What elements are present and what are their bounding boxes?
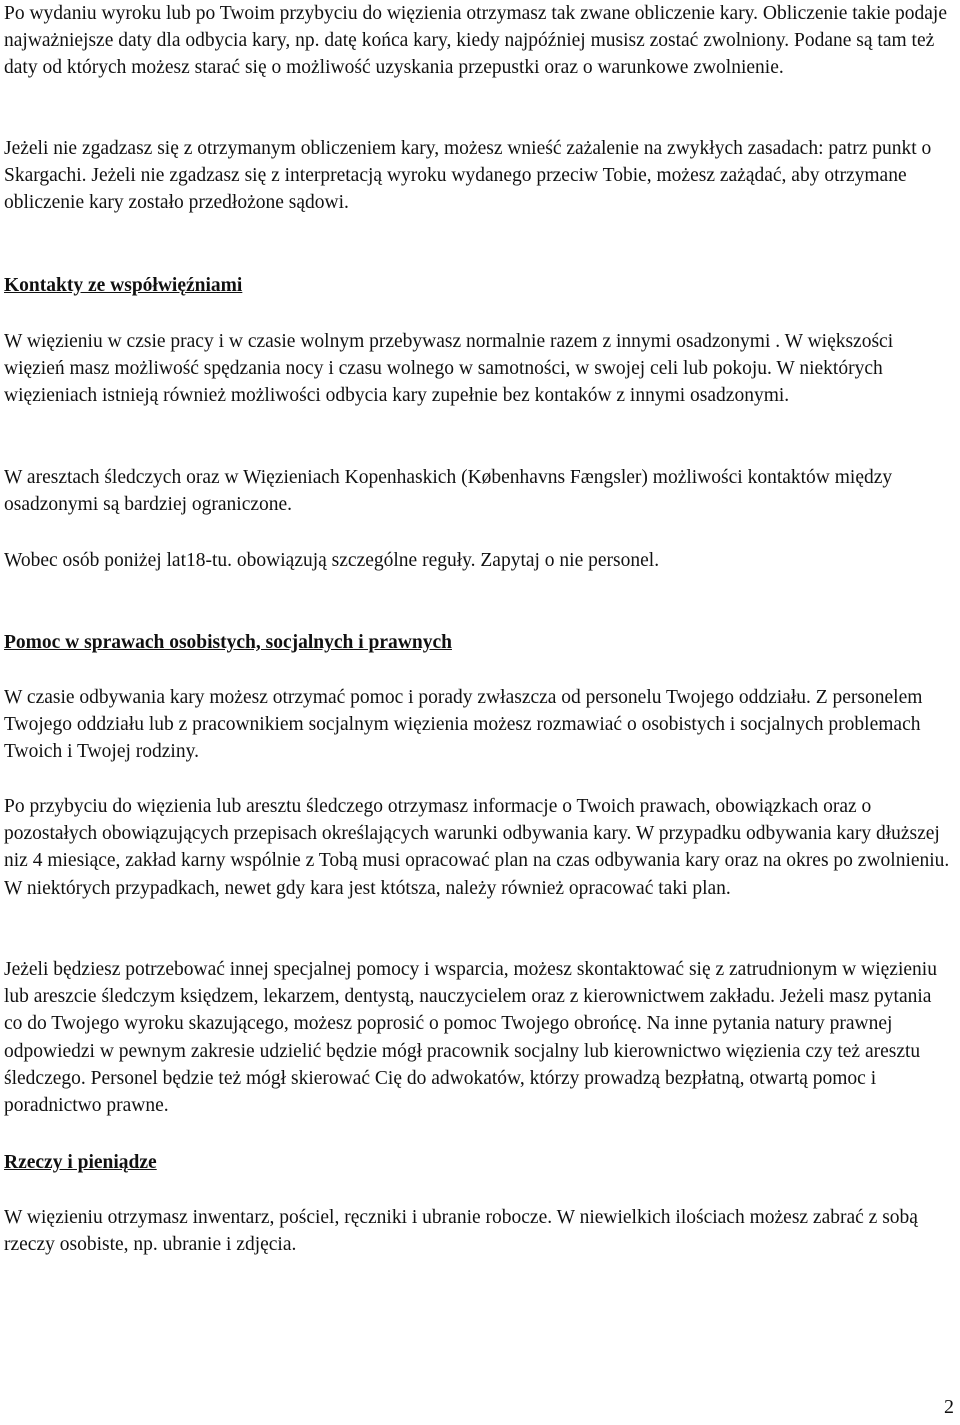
paragraph-custody: W aresztach śledczych oraz w Więzieniach Kopenhaskich (Københavns Fængsler) możliwości kontaktów między osadzonymi są bardziej ograniczone.: [4, 467, 893, 516]
paragraph-complaint: Jeżeli nie zgadzasz się z otrzymanym obliczeniem kary, możesz wnieść zażalenie na zwykłych zasadach: patrz punkt o Skargachi. Jeżeli nie zgadzasz się z interpretacją wyroku wydanego przeciw Tobie, możesz zażądać, aby otrzymane obliczenie kary zostało przedłożone sądowi.: [4, 138, 932, 214]
paragraph-contacts: W więzieniu w czsie pracy i w czasie wolnym przebywasz normalnie razem z innymi osadzonymi . W większości więzień masz możliwość spędzania nocy i czasu wolnego w samotności, w swojej celi lub pokoju. W niektórych więzieniach istnieją również możliwości odbycia kary zupełnie bez kontaków z innymi osadzonymi.: [4, 331, 894, 407]
paragraph-rights-plan: Po przybyciu do więzienia lub aresztu śledczego otrzymasz informacje o Twoich prawach, obowiązkach oraz o pozostałych obowiązujących przepisach określających warunki odbywania kary. W przypadku odbywania kary dłuższej niz 4 miesiące, zakład karny wspólnie z Tobą musi opracować plan na czas odbywania kary oraz na okres po zwolnieniu. W niektórych przypadkach, newet gdy kara jest któtsza, należy również opracować taki plan.: [4, 796, 950, 899]
paragraph-minors: Wobec osób poniżej lat18-tu. obowiązują szczególne reguły. Zapytaj o nie personel.: [4, 550, 660, 571]
paragraph-sentence-calculation: Po wydaniu wyroku lub po Twoim przybyciu do więzienia otrzymasz tak zwane obliczenie kary. Obliczenie takie podaje najważniejsze daty dla odbycia kary, np. datę końca kary, kiedy najpóźniej musisz zostać zwolniony. Podane są tam też daty od których możesz starać się o możliwość uzyskania przepustki oraz o warunkowe zwolnienie.: [4, 3, 947, 79]
paragraph-special-help: Jeżeli będziesz potrzebować innej specjalnej pomocy i wsparcia, możesz skontaktować się z zatrudnionym w więzieniu lub areszcie śledczym księdzem, lekarzem, dentystą, nauczycielem oraz z kierownictwem zakładu. Jeżeli masz pytania co do Twojego wyroku skazującego, możesz poprosić o pomoc Twojego obrońcę. Na inne pytania natury prawnej odpowiedzi w pewnym zakresie udzielić będzie mógł pracownik socjalny lub kierownictwo więzienia czy też aresztu śledczego. Personel będzie też mógł skierować Cię do adwokatów, którzy prowadzą bezpłatną, otwartą pomoc i poradnictwo prawne.: [4, 959, 937, 1117]
paragraph-belongings: W więzieniu otrzymasz inwentarz, pościel, ręczniki i ubranie robocze. W niewielkich ilościach możesz zabrać z sobą rzeczy osobiste, np. ubranie i zdjęcia.: [4, 1207, 918, 1256]
heading-help: Pomoc w sprawach osobistych, socjalnych i prawnych: [4, 632, 452, 653]
heading-contacts: Kontakty ze współwięźniami: [4, 275, 243, 296]
heading-belongings: Rzeczy i pieniądze: [4, 1152, 157, 1173]
paragraph-help-staff: W czasie odbywania kary możesz otrzymać pomoc i porady zwłaszcza od personelu Twojego oddziału. Z personelem Twojego oddziału lub z pracownikiem socjalnym więzienia możesz rozmawiać o osobistych i socjalnych problemach Twoich i Twojej rodziny.: [4, 687, 923, 763]
page-number: 2: [944, 1396, 954, 1418]
